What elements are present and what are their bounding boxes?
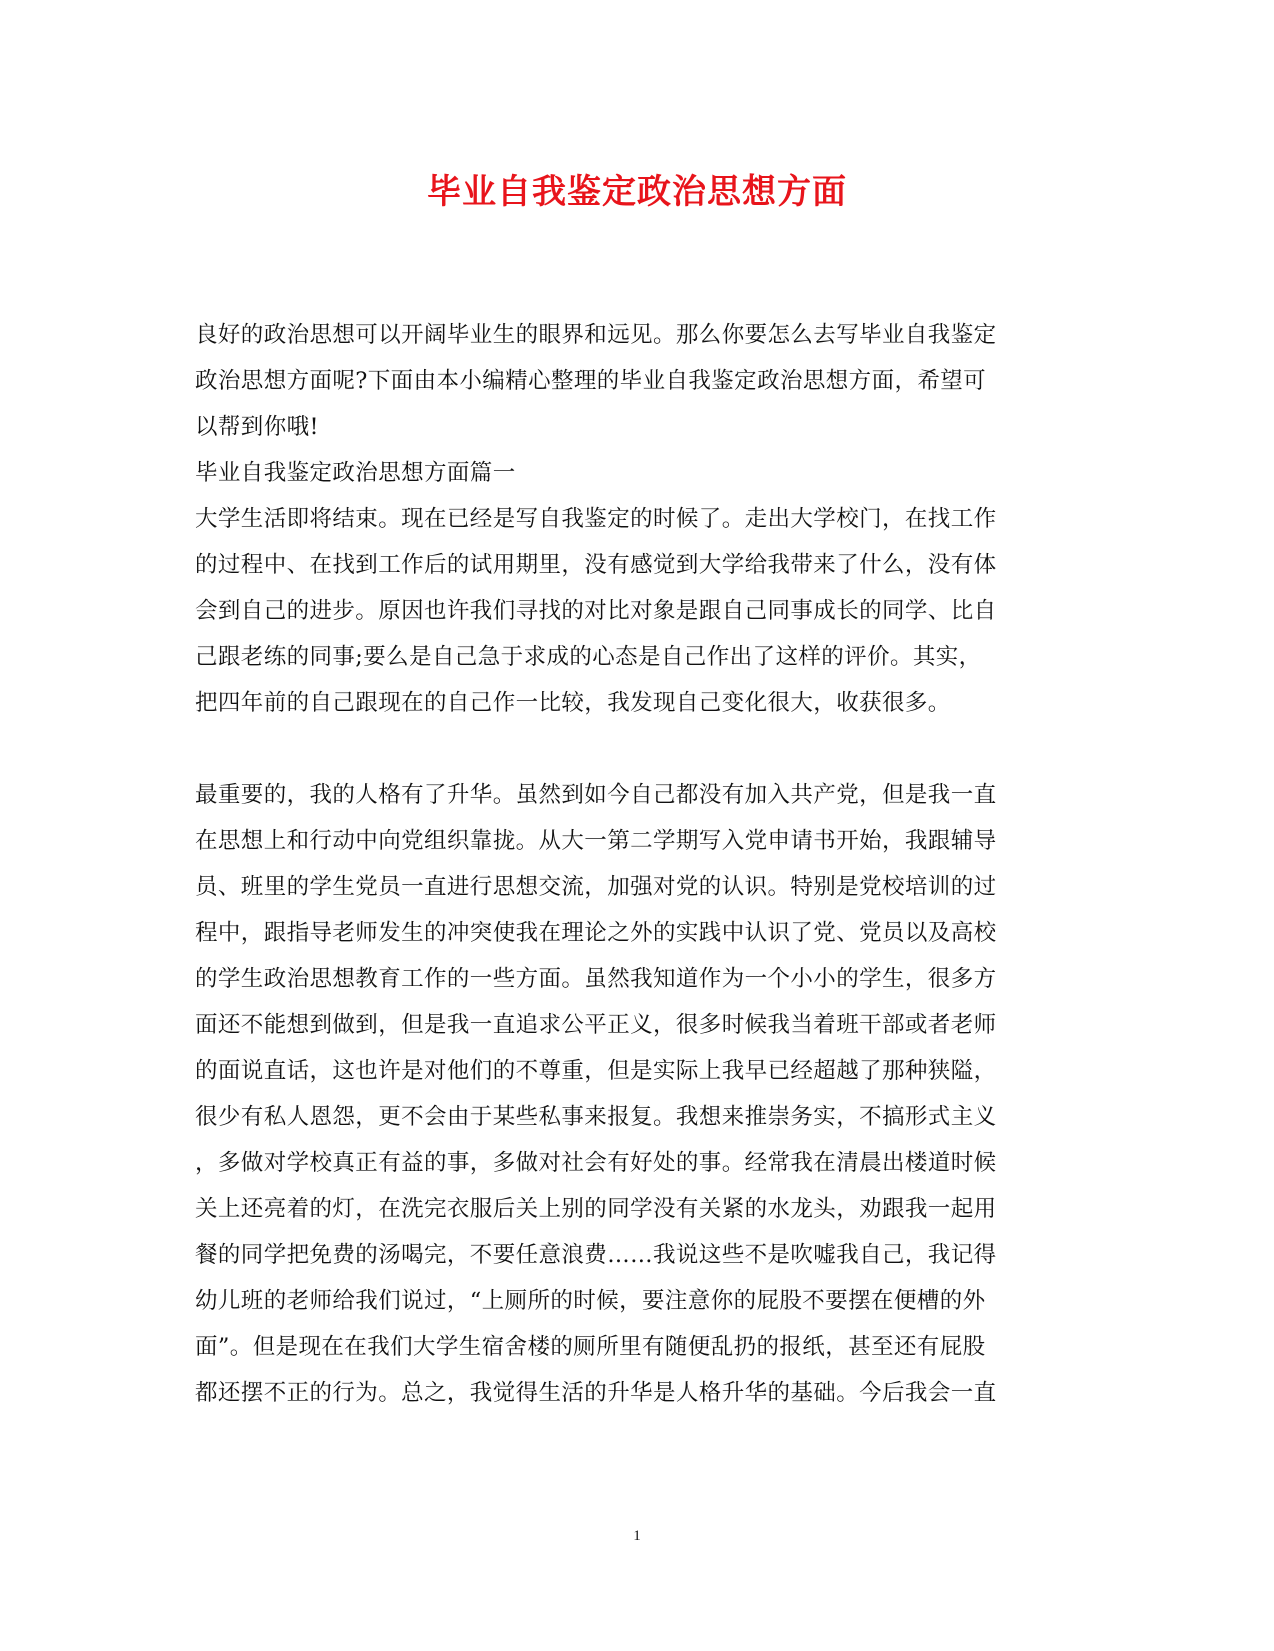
body-line: 政治思想方面呢?下面由本小编精心整理的毕业自我鉴定政治思想方面，希望可	[195, 368, 987, 394]
body-line: 的过程中、在找到工作后的试用期里，没有感觉到大学给我带来了什么，没有体	[195, 552, 997, 578]
body-line: 最重要的，我的人格有了升华。虽然到如今自己都没有加入共产党，但是我一直	[195, 782, 997, 808]
body-line: 会到自己的进步。原因也许我们寻找的对比对象是跟自己同事成长的同学、比自	[195, 598, 997, 624]
page-number: 1	[633, 1528, 641, 1544]
body-line: 在思想上和行动中向党组织靠拢。从大一第二学期写入党申请书开始，我跟辅导	[195, 828, 997, 854]
body-line: 关上还亮着的灯，在洗完衣服后关上别的同学没有关紧的水龙头，劝跟我一起用	[195, 1196, 997, 1222]
section-heading: 毕业自我鉴定政治思想方面篇一	[195, 460, 516, 486]
body-line: 的学生政治思想教育工作的一些方面。虽然我知道作为一个小小的学生，很多方	[195, 966, 997, 992]
body-line: ，多做对学校真正有益的事，多做对社会有好处的事。经常我在清晨出楼道时候	[195, 1150, 997, 1176]
document-title: 毕业自我鉴定政治思想方面	[427, 172, 847, 212]
body-line: 的面说直话，这也许是对他们的不尊重，但是实际上我早已经超越了那种狭隘，	[195, 1058, 997, 1084]
body-line: 把四年前的自己跟现在的自己作一比较，我发现自己变化很大，收获很多。	[195, 690, 951, 716]
body-line: 餐的同学把免费的汤喝完，不要任意浪费……我说这些不是吹嘘我自己，我记得	[195, 1242, 997, 1268]
body-line: 己跟老练的同事;要么是自己急于求成的心态是自己作出了这样的评价。其实，	[195, 644, 982, 670]
body-line: 良好的政治思想可以开阔毕业生的眼界和远见。那么你要怎么去写毕业自我鉴定	[195, 322, 997, 348]
body-line: 程中，跟指导老师发生的冲突使我在理论之外的实践中认识了党、党员以及高校	[195, 920, 997, 946]
body-line: 很少有私人恩怨，更不会由于某些私事来报复。我想来推崇务实，不搞形式主义	[195, 1104, 997, 1130]
body-line: 员、班里的学生党员一直进行思想交流，加强对党的认识。特别是党校培训的过	[195, 874, 997, 900]
body-line: 大学生活即将结束。现在已经是写自我鉴定的时候了。走出大学校门，在找工作	[195, 506, 997, 532]
body-line: 面还不能想到做到，但是我一直追求公平正义，很多时候我当着班干部或者老师	[195, 1012, 997, 1038]
body-line: 以帮到你哦!	[195, 414, 319, 440]
body-line: 都还摆不正的行为。总之，我觉得生活的升华是人格升华的基础。今后我会一直	[195, 1380, 997, 1406]
body-line: 幼儿班的老师给我们说过，“上厕所的时候，要注意你的屁股不要摆在便槽的外	[195, 1288, 986, 1314]
body-line: 面”。但是现在在我们大学生宿舍楼的厕所里有随便乱扔的报纸，甚至还有屁股	[195, 1334, 986, 1360]
